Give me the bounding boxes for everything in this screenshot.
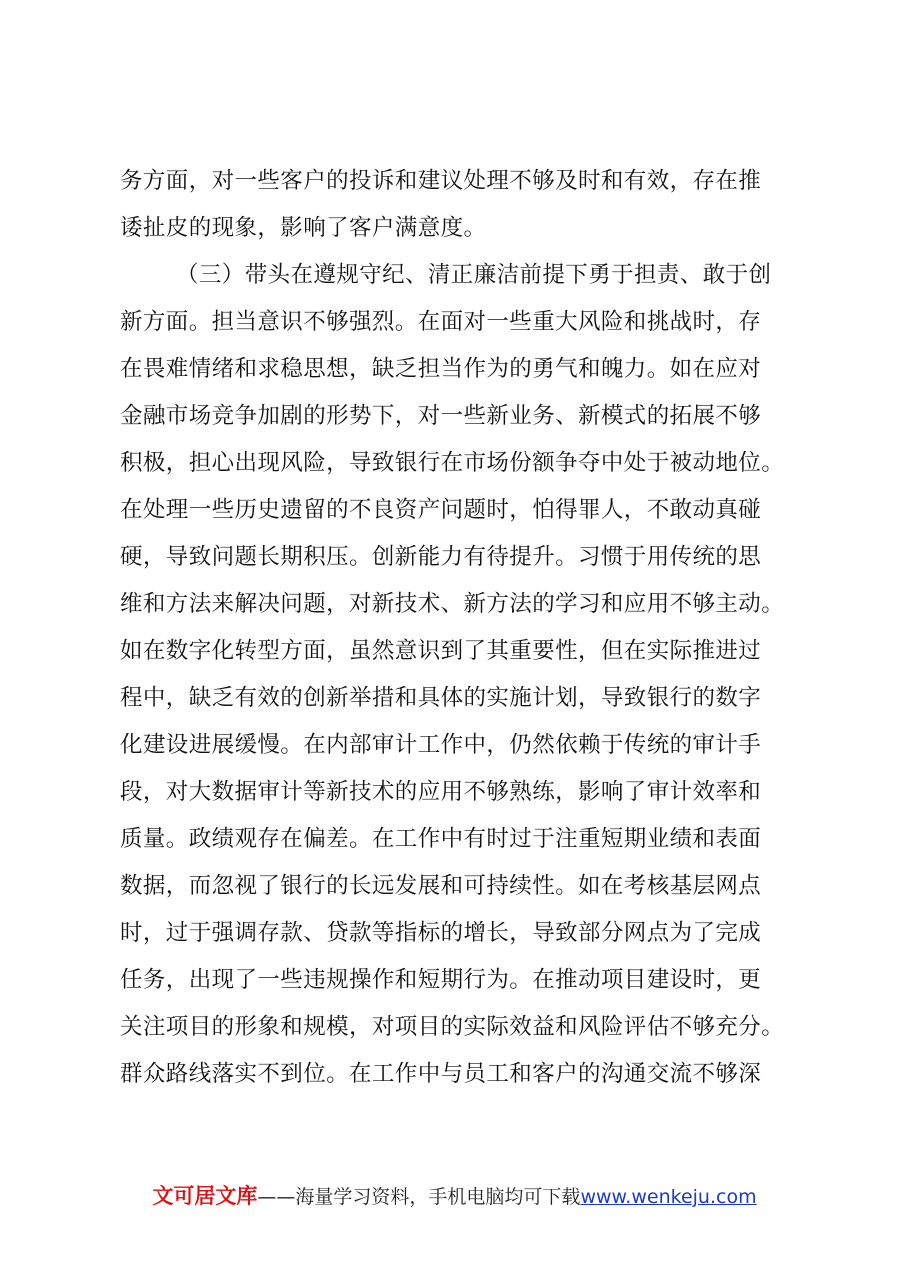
footer-tagline: ——海量学习资料，手机电脑均可下载 xyxy=(257,1186,581,1208)
text-line: 质量。政绩观存在偏差。在工作中有时过于注重短期业绩和表面 xyxy=(120,826,762,852)
text-line: 程中，缺乏有效的创新举措和具体的实施计划，导致银行的数字 xyxy=(120,685,762,711)
text-line: 如在数字化转型方面，虽然意识到了其重要性，但在实际推进过 xyxy=(120,638,762,664)
text-line: 务方面，对一些客户的投诉和建议处理不够及时和有效，存在推 xyxy=(120,168,762,194)
text-line: 时，过于强调存款、贷款等指标的增长，导致部分网点为了完成 xyxy=(120,920,762,946)
text-line: 化建设进展缓慢。在内部审计工作中，仍然依赖于传统的审计手 xyxy=(120,732,762,758)
footer-website-link[interactable]: www.wenkeju.com xyxy=(580,1186,757,1208)
text-line: 任务，出现了一些违规操作和短期行为。在推动项目建设时，更 xyxy=(120,967,762,993)
text-line: 关注项目的形象和规模，对项目的实际效益和风险评估不够充分。 xyxy=(120,1014,785,1040)
text-line: （三）带头在遵规守纪、清正廉洁前提下勇于担责、敢于创 xyxy=(176,262,772,288)
footer xyxy=(0,1180,909,1210)
text-line: 积极，担心出现风险，导致银行在市场份额争夺中处于被动地位。 xyxy=(120,450,785,476)
text-line: 群众路线落实不到位。在工作中与员工和客户的沟通交流不够深 xyxy=(120,1061,762,1087)
text-line: 维和方法来解决问题，对新技术、新方法的学习和应用不够主动。 xyxy=(120,591,785,617)
text-line: 数据，而忽视了银行的长远发展和可持续性。如在考核基层网点 xyxy=(120,873,762,899)
text-line: 硬，导致问题长期积压。创新能力有待提升。习惯于用传统的思 xyxy=(120,544,762,570)
document-body xyxy=(120,158,810,1098)
text-line: 段，对大数据审计等新技术的应用不够熟练，影响了审计效率和 xyxy=(120,779,762,805)
text-line: 在畏难情绪和求稳思想，缺乏担当作为的勇气和魄力。如在应对 xyxy=(120,356,762,382)
text-line: 在处理一些历史遗留的不良资产问题时，怕得罪人，不敢动真碰 xyxy=(120,497,762,523)
text-line: 金融市场竞争加剧的形势下，对一些新业务、新模式的拓展不够 xyxy=(120,403,762,429)
text-line: 新方面。担当意识不够强烈。在面对一些重大风险和挑战时，存 xyxy=(120,309,762,335)
footer-brand: 文可居文库 xyxy=(152,1184,258,1208)
text-line: 诿扯皮的现象，影响了客户满意度。 xyxy=(120,215,487,241)
